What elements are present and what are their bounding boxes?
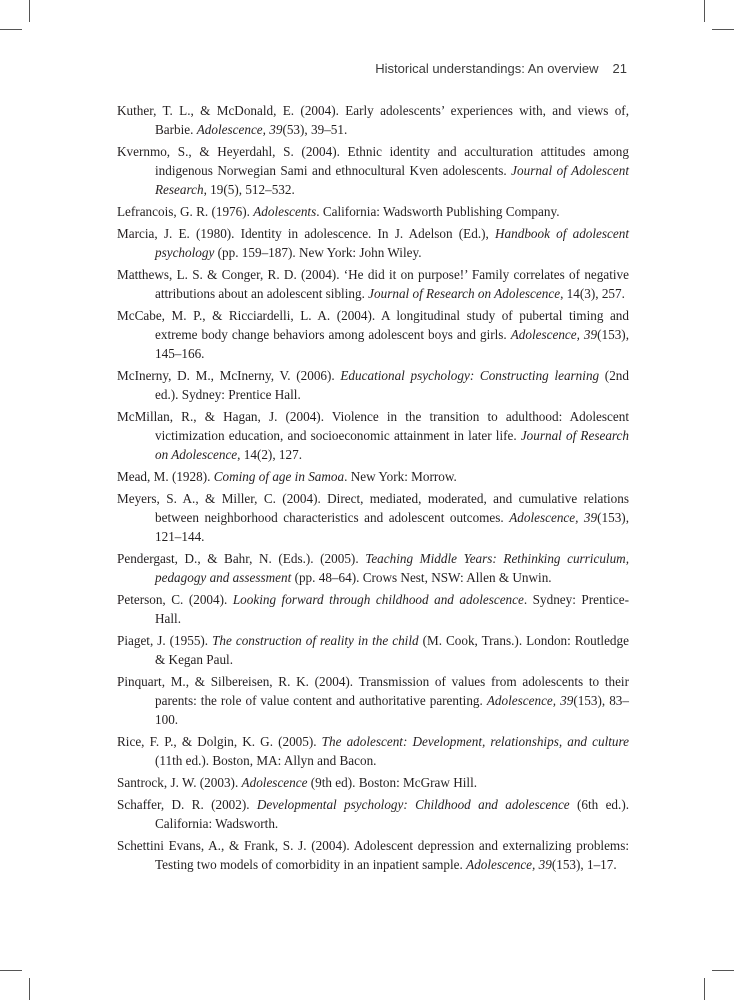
crop-mark-top-right xyxy=(704,0,705,22)
reference-title: Developmental psychology: Childhood and adolescence xyxy=(256,797,570,812)
reference-details: . Sydney: Prentice-Hall. xyxy=(155,592,630,626)
running-head xyxy=(375,61,627,76)
crop-mark-bottom-right-h xyxy=(712,970,734,971)
reference-details: (M. Cook, Trans.). London: Routledge & Kegan Paul. xyxy=(155,633,629,667)
reference-title: Journal of Research on Adolescence xyxy=(155,428,629,462)
reference-title: Journal of Research on Adolescence xyxy=(368,286,561,301)
reference-entry xyxy=(117,489,629,546)
reference-entry xyxy=(117,306,629,363)
reference-text: Peterson, C. (2004). xyxy=(117,592,233,607)
reference-text: Kvernmo, S., & Heyerdahl, S. (2004). Ethnic identity and acculturation attitudes among indigenous Norwegian Sami and ethnocultural Kven adolescents. xyxy=(117,144,629,178)
reference-details: (153), 1–17. xyxy=(551,857,617,872)
reference-entry xyxy=(117,795,629,833)
reference-text: Piaget, J. (1955). xyxy=(117,633,213,648)
reference-text: Pendergast, D., & Bahr, N. (Eds.). (2005). xyxy=(117,551,366,566)
reference-details: . New York: Morrow. xyxy=(344,469,457,484)
reference-text: Schaffer, D. R. (2002). xyxy=(117,797,257,812)
reference-title: Educational psychology: Constructing learning xyxy=(340,368,600,383)
page-number: 21 xyxy=(612,61,627,76)
reference-text: McInerny, D. M., McInerny, V. (2006). xyxy=(117,368,341,383)
reference-entry xyxy=(117,142,629,199)
reference-text: Rice, F. P., & Dolgin, K. G. (2005). xyxy=(117,734,322,749)
reference-title: Teaching Middle Years: Rethinking curriculum, pedagogy and assessment xyxy=(155,551,629,585)
reference-title: Handbook of adolescent psychology xyxy=(155,226,630,260)
reference-details: (pp. 159–187). New York: John Wiley. xyxy=(214,245,422,260)
reference-text: Santrock, J. W. (2003). xyxy=(117,775,242,790)
reference-details: (153), 145–166. xyxy=(155,327,629,361)
reference-text: Meyers, S. A., & Miller, C. (2004). Direct, mediated, moderated, and cumulative relations between neighborhood characteristics and adolescent outcomes. xyxy=(117,491,629,525)
reference-text: Lefrancois, G. R. (1976). xyxy=(117,204,254,219)
crop-mark-top-right-h xyxy=(712,29,734,30)
reference-entry xyxy=(117,101,629,139)
reference-entry xyxy=(117,366,629,404)
reference-text: McCabe, M. P., & Ricciardelli, L. A. (2004). A longitudinal study of pubertal timing and extreme body change behaviors among adolescent boys and girls. xyxy=(117,308,629,342)
reference-title: Adolescence xyxy=(241,775,308,790)
reference-details: , 14(3), 257. xyxy=(560,286,625,301)
reference-entry xyxy=(117,549,629,587)
reference-details: (153), 83–100. xyxy=(155,693,629,727)
crop-mark-top-left-h xyxy=(0,29,22,30)
reference-details: (2nd ed.). Sydney: Prentice Hall. xyxy=(155,368,629,402)
reference-title: Adolescence, 39 xyxy=(466,857,552,872)
reference-details: (9th ed). Boston: McGraw Hill. xyxy=(307,775,478,790)
reference-details: , 14(2), 127. xyxy=(237,447,302,462)
reference-entry xyxy=(117,407,629,464)
reference-title: Adolescence, 39 xyxy=(196,122,283,137)
reference-entry xyxy=(117,773,629,792)
reference-details: , 19(5), 512–532. xyxy=(203,182,295,197)
reference-details: (11th ed.). Boston, MA: Allyn and Bacon. xyxy=(155,753,377,768)
reference-title: Adolescence, 39 xyxy=(486,693,574,708)
reference-title: Adolescence, 39 xyxy=(510,327,598,342)
reference-entry xyxy=(117,672,629,729)
reference-text: McMillan, R., & Hagan, J. (2004). Violence in the transition to adulthood: Adolescent victimization education, and socioeconomic attainment in later life. xyxy=(117,409,629,443)
reference-text: Mead, M. (1928). xyxy=(117,469,214,484)
crop-mark-bottom-right xyxy=(704,978,705,1000)
reference-text: Kuther, T. L., & McDonald, E. (2004). Early adolescents’ experiences with, and views of, Barbie. xyxy=(117,103,629,137)
reference-title: The adolescent: Development, relationships, and culture xyxy=(321,734,629,749)
reference-title: Coming of age in Samoa xyxy=(213,469,345,484)
reference-details: (53), 39–51. xyxy=(282,122,348,137)
reference-details: . California: Wadsworth Publishing Company. xyxy=(316,204,560,219)
reference-text: Pinquart, M., & Silbereisen, R. K. (2004). Transmission of values from adolescents to their parents: the role of value content and authoritative parenting. xyxy=(117,674,629,708)
crop-mark-top-left xyxy=(29,0,30,22)
reference-title: Journal of Adolescent Research xyxy=(155,163,630,197)
reference-text: Schettini Evans, A., & Frank, S. J. (2004). Adolescent depression and externalizing problems: Testing two models of comorbidity in an inpatient sample. xyxy=(117,838,629,872)
reference-entry xyxy=(117,467,629,486)
reference-title: Adolescents xyxy=(253,204,317,219)
reference-list xyxy=(117,101,629,877)
running-title: Historical understandings: An overview xyxy=(375,61,599,76)
reference-entry xyxy=(117,836,629,874)
reference-text: Marcia, J. E. (1980). Identity in adolescence. In J. Adelson (Ed.), xyxy=(117,226,496,241)
reference-title: Looking forward through childhood and adolescence xyxy=(232,592,524,607)
reference-entry xyxy=(117,732,629,770)
crop-mark-bottom-left xyxy=(29,978,30,1000)
reference-details: (pp. 48–64). Crows Nest, NSW: Allen & Unwin. xyxy=(291,570,552,585)
reference-entry xyxy=(117,224,629,262)
reference-entry xyxy=(117,631,629,669)
reference-details: (153), 121–144. xyxy=(155,510,629,544)
reference-text: Matthews, L. S. & Conger, R. D. (2004). ‘He did it on purpose!’ Family correlates of negative attributions about an adolescent sibling. xyxy=(117,267,629,301)
reference-title: The construction of reality in the child xyxy=(212,633,419,648)
reference-details: (6th ed.). California: Wadsworth. xyxy=(155,797,630,831)
reference-title: Adolescence, 39 xyxy=(509,510,598,525)
reference-entry xyxy=(117,590,629,628)
crop-mark-bottom-left-h xyxy=(0,970,22,971)
reference-entry xyxy=(117,265,629,303)
reference-entry xyxy=(117,202,629,221)
